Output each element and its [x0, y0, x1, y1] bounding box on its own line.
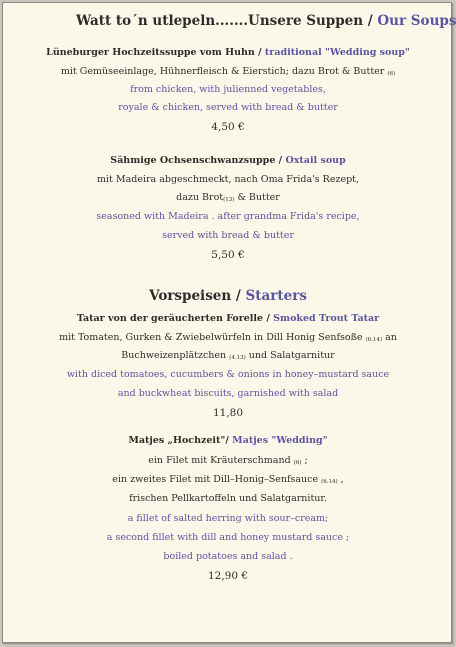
- wedding-soup-desc-en-2: royale & chicken, served with bread & butter: [118, 102, 338, 113]
- trout-tatar-title: Tatar von der geräucherten Forelle / Smoked Trout Tatar: [76, 313, 380, 324]
- oxtail-soup-title: Sähmige Ochsenschwanzsuppe / Oxtail soup: [110, 155, 346, 166]
- matjes-desc-en-1: a fillet of salted herring with sour–cream;: [127, 513, 329, 524]
- wedding-soup-title: Lüneburger Hochzeitssuppe vom Huhn / traditional "Wedding soup": [46, 47, 410, 58]
- wedding-soup-desc-de: mit Gemüseeinlage, Hühnerfleisch & Eierstich; dazu Brot & Butter (6): [60, 66, 396, 77]
- trout-tatar-desc-de-2: Buchweizenplätzchen (4.13) und Salatgarnitur: [121, 350, 335, 361]
- menu-page: [2, 2, 456, 643]
- matjes-desc-en-2: a second fillet with dill and honey mustard sauce ;: [106, 532, 350, 543]
- trout-tatar-desc-de-1: mit Tomaten, Gurken & Zwiebelwürfeln in Dill Honig Senfsoße (6.14) an: [59, 332, 397, 343]
- soups-heading: [76, 13, 456, 29]
- oxtail-soup-desc-en-2: served with bread & butter: [162, 230, 294, 241]
- oxtail-soup-desc-de-2: dazu Brot(13) & Butter: [176, 192, 280, 203]
- oxtail-soup-price: 5,50 €: [211, 249, 245, 261]
- soups-heading-en: Our Soups: [377, 13, 456, 29]
- matjes-desc-en-3: boiled potatoes and salad .: [163, 551, 293, 562]
- starters-heading-de: Vorspeisen /: [149, 288, 241, 304]
- matjes-title: Matjes „Hochzeit"/ Matjes "Wedding": [128, 435, 328, 446]
- oxtail-soup-desc-en-1: seasoned with Madeira . after grandma Frida's recipe,: [96, 211, 360, 222]
- starters-heading: [3, 288, 453, 304]
- wedding-soup-desc-en-1: from chicken, with julienned vegetables,: [130, 84, 326, 95]
- soups-heading-de: Watt to´n utlepeln.......Unsere Suppen /: [76, 13, 373, 29]
- wedding-soup-price: 4,50 €: [211, 121, 245, 133]
- matjes-desc-de-2: ein zweites Filet mit Dill–Honig–Senfsauce (6.14) ,: [112, 474, 344, 485]
- matjes-desc-de-1: ein Filet mit Kräuterschmand (6) ;: [148, 455, 308, 466]
- trout-tatar-desc-en-1: with diced tomatoes, cucumbers & onions in honey–mustard sauce: [66, 369, 390, 380]
- matjes-price: 12,90 €: [207, 570, 249, 582]
- starters-heading-en: Starters: [245, 288, 307, 304]
- trout-tatar-price: 11,80: [212, 407, 244, 419]
- trout-tatar-desc-en-2: and buckwheat biscuits, garnished with salad: [117, 388, 339, 399]
- matjes-desc-de-3: frischen Pellkartoffeln und Salatgarnitur.: [129, 493, 327, 504]
- oxtail-soup-desc-de-1: mit Madeira abgeschmeckt, nach Oma Frida's Rezept,: [96, 174, 360, 185]
